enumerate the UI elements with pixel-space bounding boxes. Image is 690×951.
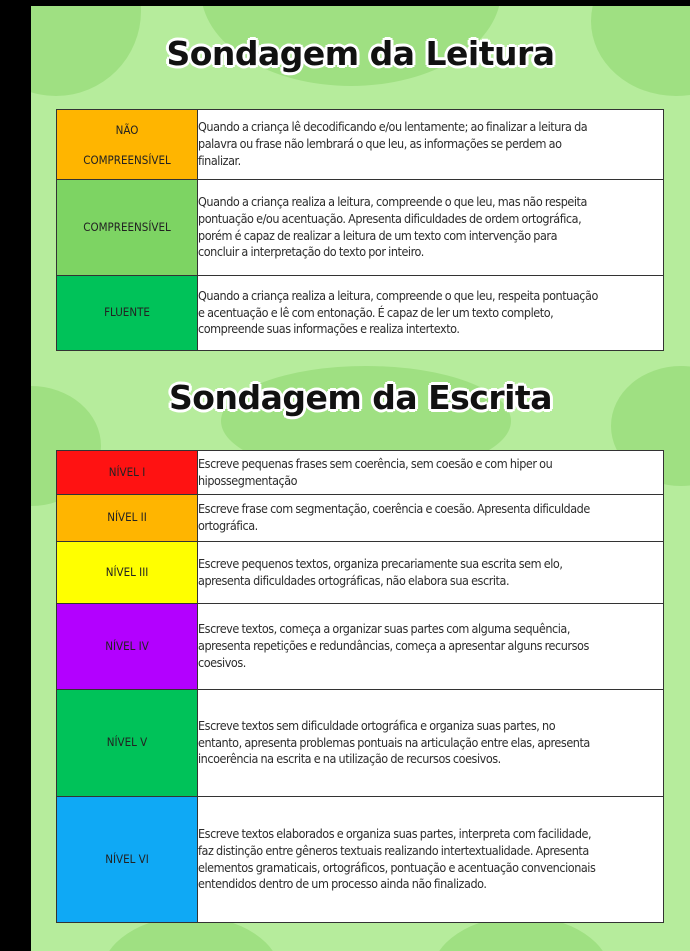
table-row [57, 797, 664, 923]
level-label [57, 110, 198, 180]
description-line: Quando a criança realiza a leitura, compreende o que leu, mas não respeita [198, 193, 587, 209]
description-line: elementos gramaticais, ortográficos, pontuação e acentuação convencionais [198, 859, 596, 875]
table-row [57, 110, 664, 180]
description-line: apresenta dificuldades ortográficas, não elabora sua escrita. [198, 572, 510, 588]
description-line: hipossegmentação [198, 472, 298, 488]
level-label: NÍVEL V [57, 690, 198, 797]
description-line: Escreve textos, começa a organizar suas partes com alguma sequência, [198, 621, 570, 637]
level-label: NÍVEL III [57, 542, 198, 604]
description-line: palavra ou frase não lembrará o que leu, as informações se perdem ao [198, 136, 562, 152]
description-line: Escreve pequenos textos, organiza precariamente sua escrita sem elo, [198, 555, 563, 571]
description-line: apresenta repetições e redundâncias, começa a apresentar alguns recursos [198, 638, 589, 654]
description-line: pontuação e/ou acentuação. Apresenta dificuldades de ordem ortográfica, [198, 210, 582, 226]
description-line: Quando a criança realiza a leitura, compreende o que leu, respeita pontuação [198, 287, 598, 303]
table-row [57, 495, 664, 542]
level-description [198, 797, 664, 923]
level-description [198, 542, 664, 604]
description-line: e acentuação e lê com entonação. É capaz de ler um texto completo, [198, 304, 554, 320]
level-label: NÍVEL IV [57, 604, 198, 690]
level-label: NÍVEL I [57, 451, 198, 495]
table-row [57, 690, 664, 797]
description-line: incoerência na escrita e na utilização de recursos coesivos. [198, 751, 501, 767]
escrita-table [56, 450, 664, 923]
level-label: NÍVEL II [57, 495, 198, 542]
leitura-title: Sondagem da Leitura [166, 34, 555, 73]
table-row [57, 180, 664, 276]
escrita-title: Sondagem da Escrita [169, 378, 552, 417]
description-line: entendidos dentro de um processo ainda não finalizado. [198, 876, 487, 892]
description-line: Quando a criança lê decodificando e/ou lentamente; ao finalizar a leitura da [198, 119, 588, 135]
level-label: COMPREENSÍVEL [57, 180, 198, 276]
level-description [198, 110, 664, 180]
description-line: Escreve frase com segmentação, coerência e coesão. Apresenta dificuldade [198, 501, 590, 517]
description-line: coesivos. [198, 654, 246, 670]
level-description [198, 604, 664, 690]
table-row [57, 542, 664, 604]
description-line: concluir a interpretação do texto por inteiro. [198, 244, 424, 260]
level-description [198, 180, 664, 276]
description-line: faz distinção entre gêneros textuais realizando intertextualidade. Apresenta [198, 842, 589, 858]
table-row [57, 451, 664, 495]
level-text: NÃO [115, 122, 139, 137]
level-label: NÍVEL VI [57, 797, 198, 923]
poster [31, 6, 690, 951]
table-row [57, 604, 664, 690]
description-line: compreende suas informações e realiza intertexto. [198, 321, 460, 337]
description-line: porém é capaz de realizar a leitura de um texto com intervenção para [198, 227, 558, 243]
level-label: FLUENTE [57, 276, 198, 351]
table-row [57, 276, 664, 351]
level-description [198, 451, 664, 495]
leitura-table [56, 109, 664, 351]
description-line: Escreve textos elaborados e organiza suas partes, interpreta com facilidade, [198, 825, 592, 841]
description-line: finalizar. [198, 152, 241, 168]
level-description [198, 276, 664, 351]
description-line: ortográfica. [198, 518, 258, 533]
description-line: Escreve pequenas frases sem coerência, sem coesão e com hiper ou [198, 455, 553, 471]
level-text: COMPREENSÍVEL [83, 152, 171, 167]
description-line: entanto, apresenta problemas pontuais na articulação entre elas, apresenta [198, 734, 590, 750]
description-line: Escreve textos sem dificuldade ortográfica e organiza suas partes, no [198, 717, 556, 733]
level-description [198, 690, 664, 797]
level-description [198, 495, 664, 542]
